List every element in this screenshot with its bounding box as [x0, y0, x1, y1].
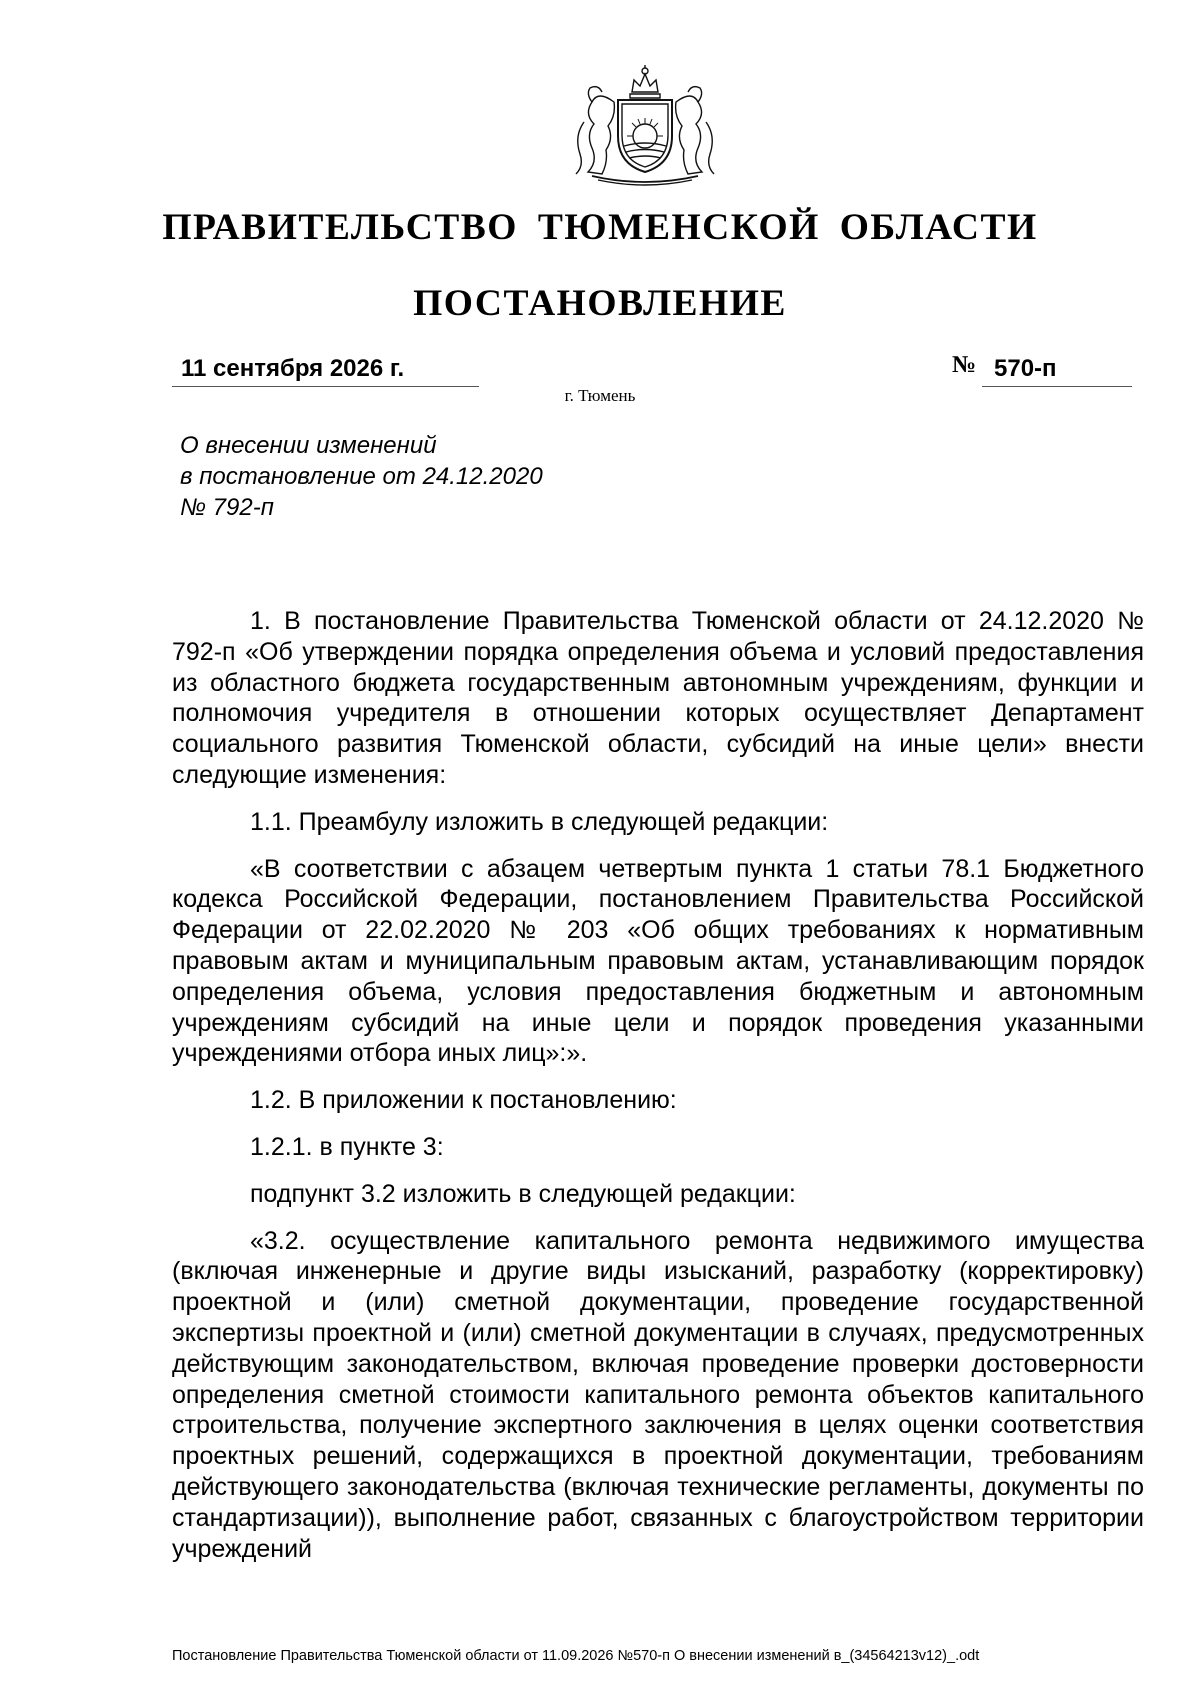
paragraph-3-2-text: «3.2. осуществление капитального ремонта недвижимого имущества (включая инженерные и другие виды изысканий, разработку (корректировку) проектной и (или) сметной документации, проведение государственной экспертизы проектной и (или) сметной документации в случаях, предусмотренных действующим законодательством, включая проведение проверки достоверности определения сметной стоимости капитального ремонта объектов капитального строительства, получение экспертного заключения в целях оценки соответствия проектных решений, содержащихся в проектной документации, требованиям действующего законодательства (включая технические регламенты, документы по стандартизации)), выполнение работ, связанных с благоустройством территории учреждений [172, 1226, 1144, 1563]
tyumen-oblast-coat-of-arms-icon [562, 62, 728, 186]
city-name: г. Тюмень [564, 386, 636, 405]
subject-line-2: в постановление от 24.12.2020 [180, 463, 543, 490]
paragraph-1-2-1: 1.2.1. в пункте 3: [250, 1132, 444, 1161]
footer-filename: Постановление Правительства Тюменской области от 11.09.2026 №570-п О внесении изменений в_(34564213v12)_.odt [172, 1648, 980, 1664]
document-subject [180, 430, 543, 523]
subject-line-1: О внесении изменений [180, 432, 437, 459]
paragraph-preamble-text: «В соответствии с абзацем четвертым пункта 1 статьи 78.1 Бюджетного кодекса Российской Федерации, постановлением Правительства Российской Федерации от 22.02.2020 № 203 «Об общих требованиях к нормативным правовым актам и муниципальным правовым актам, устанавливающим порядок определения объема, условия предоставления бюджетным и автономным учреждениям субсидий на иные цели и порядок проведения указанными учреждениями отбора иных лиц»:». [172, 854, 1144, 1068]
document-type: ПОСТАНОВЛЕНИЕ [413, 283, 787, 324]
number-sign: № [952, 352, 977, 378]
document-number-field [982, 352, 1132, 387]
paragraph-1: 1. В постановление Правительства Тюменской области от 24.12.2020 № 792-п «Об утверждении порядка определения объема и условий предоставления из областного бюджета государственным автономным учреждениям, функции и полномочия учредителя в отношении которых осуществляет Департамент социального развития Тюменской области, субсидий на иные цели» внести следующие изменения: [172, 607, 1144, 789]
document-date: 11 сентября 2026 г. [181, 355, 405, 382]
paragraph-subpoint-3-2: подпункт 3.2 изложить в следующей редакции: [250, 1179, 796, 1208]
paragraph-1-2: 1.2. В приложении к постановлению: [250, 1086, 677, 1115]
document-body [172, 606, 1144, 1564]
subject-line-3: № 792-п [180, 494, 274, 521]
paragraph-1-1: 1.1. Преамбулу изложить в следующей редакции: [250, 807, 829, 836]
document-number: 570-п [994, 355, 1057, 382]
government-name: ПРАВИТЕЛЬСТВО ТЮМЕНСКОЙ ОБЛАСТИ [162, 207, 1038, 248]
document-date-field [172, 352, 479, 387]
